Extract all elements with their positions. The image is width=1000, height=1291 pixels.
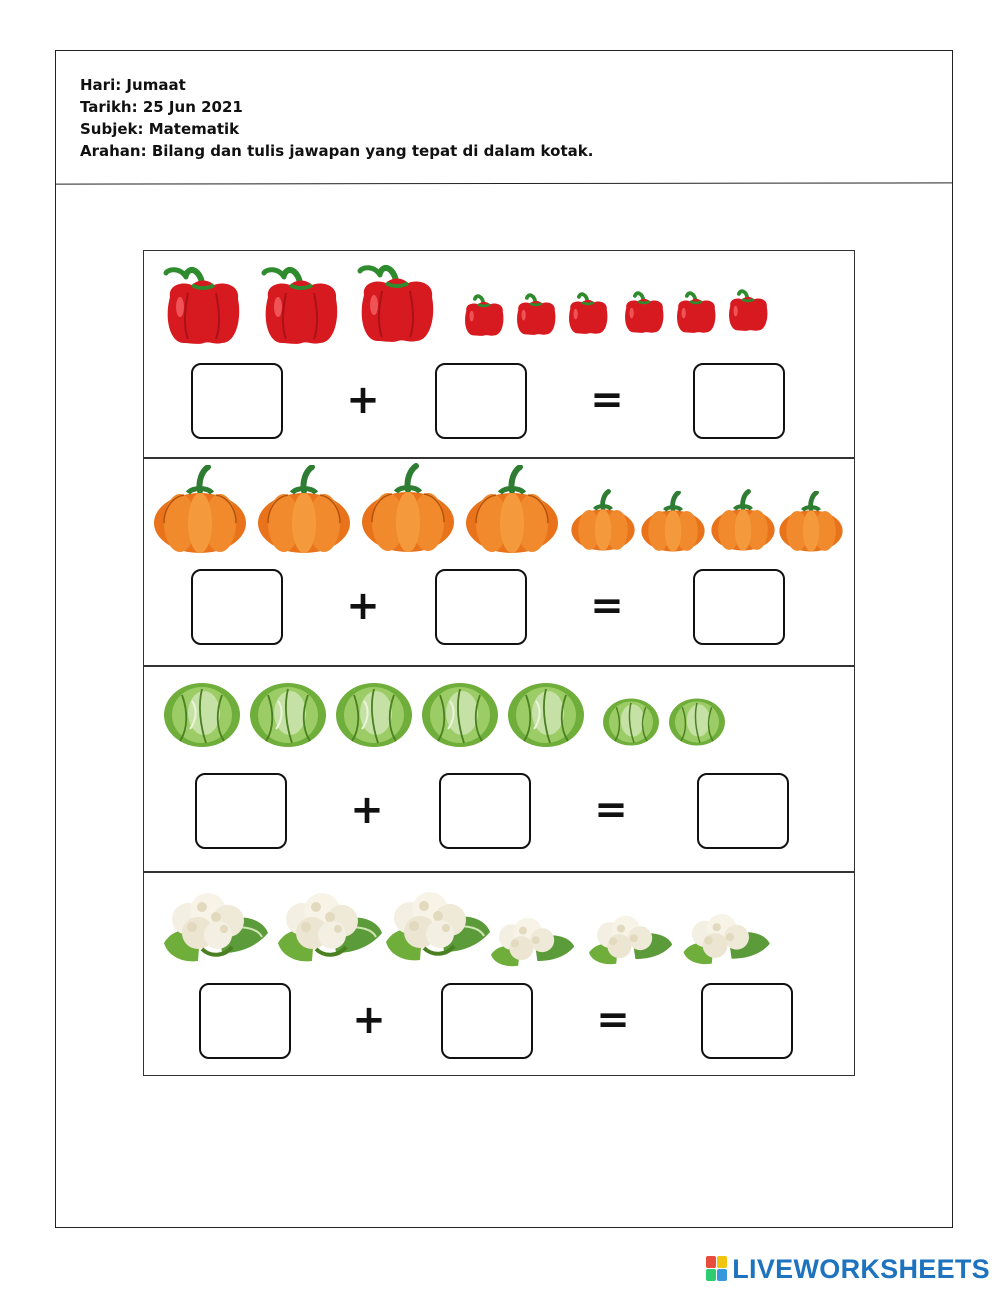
cabbage-large-icon	[162, 681, 242, 749]
equals-sign: =	[590, 583, 624, 629]
cabbage-large-icon	[506, 681, 586, 749]
answer-box-first[interactable]	[195, 773, 287, 849]
instruction-label: Arahan: Bilang dan tulis jawapan yang tepat di dalam kotak.	[80, 142, 594, 160]
cauliflower-strip	[144, 873, 854, 983]
answer-box-second[interactable]	[435, 569, 527, 645]
plus-sign: +	[352, 997, 386, 1043]
pumpkin-large-icon	[256, 465, 352, 555]
pumpkin-small-icon	[640, 491, 706, 553]
pumpkin-small-icon	[710, 489, 776, 553]
pepper-small-icon	[514, 289, 558, 339]
cauliflower-large-icon	[380, 881, 492, 967]
plus-sign: +	[350, 787, 384, 833]
answer-box-total[interactable]	[693, 363, 785, 439]
cauliflower-row	[144, 871, 854, 1077]
pepper-small-icon	[726, 283, 770, 337]
cauliflower-small-icon	[484, 913, 578, 969]
cabbage-large-icon	[248, 681, 328, 749]
pepper-large-icon	[356, 261, 438, 345]
equals-sign: =	[594, 787, 628, 833]
cauliflower-large-icon	[272, 883, 384, 967]
answer-box-first[interactable]	[191, 569, 283, 645]
cabbage-small-icon	[600, 697, 662, 747]
liveworksheets-wordmark: LIVEWORKSHEETS	[732, 1253, 990, 1284]
pumpkin-strip	[144, 459, 854, 569]
answer-box-second[interactable]	[441, 983, 533, 1059]
cabbage-small-icon	[666, 697, 728, 747]
liveworksheets-logo-icon	[706, 1256, 728, 1282]
plus-sign: +	[346, 377, 380, 423]
pepper-small-icon	[462, 291, 506, 339]
pepper-row	[144, 251, 854, 457]
plus-sign: +	[346, 583, 380, 629]
answer-box-total[interactable]	[693, 569, 785, 645]
pumpkin-small-icon	[570, 489, 636, 553]
worksheet-panel	[143, 250, 855, 1076]
cabbage-large-icon	[420, 681, 500, 749]
equals-sign: =	[596, 997, 630, 1043]
answer-box-total[interactable]	[697, 773, 789, 849]
answer-box-second[interactable]	[435, 363, 527, 439]
date-label: Tarikh: 25 Jun 2021	[80, 98, 243, 116]
pepper-small-icon	[622, 285, 666, 339]
pepper-large-icon	[162, 263, 244, 347]
cabbage-strip	[144, 667, 854, 777]
pumpkin-large-icon	[152, 465, 248, 555]
cabbage-large-icon	[334, 681, 414, 749]
day-label: Hari: Jumaat	[80, 76, 186, 94]
cauliflower-large-icon	[158, 883, 270, 967]
equals-sign: =	[590, 377, 624, 423]
pepper-small-icon	[674, 285, 718, 339]
cabbage-row	[144, 665, 854, 871]
answer-box-second[interactable]	[439, 773, 531, 849]
cauliflower-small-icon	[678, 909, 772, 967]
pumpkin-row	[144, 457, 854, 665]
pumpkin-small-icon	[778, 491, 844, 553]
pepper-strip	[144, 251, 854, 361]
pepper-small-icon	[566, 287, 610, 339]
worksheet-header	[80, 74, 593, 162]
cauliflower-small-icon	[582, 911, 676, 967]
subject-label: Subjek: Matematik	[80, 120, 240, 138]
liveworksheets-brand[interactable]	[706, 1254, 990, 1284]
answer-box-first[interactable]	[199, 983, 291, 1059]
pepper-large-icon	[260, 263, 342, 347]
answer-box-first[interactable]	[191, 363, 283, 439]
pumpkin-large-icon	[360, 463, 456, 555]
answer-box-total[interactable]	[701, 983, 793, 1059]
pumpkin-large-icon	[464, 465, 560, 555]
